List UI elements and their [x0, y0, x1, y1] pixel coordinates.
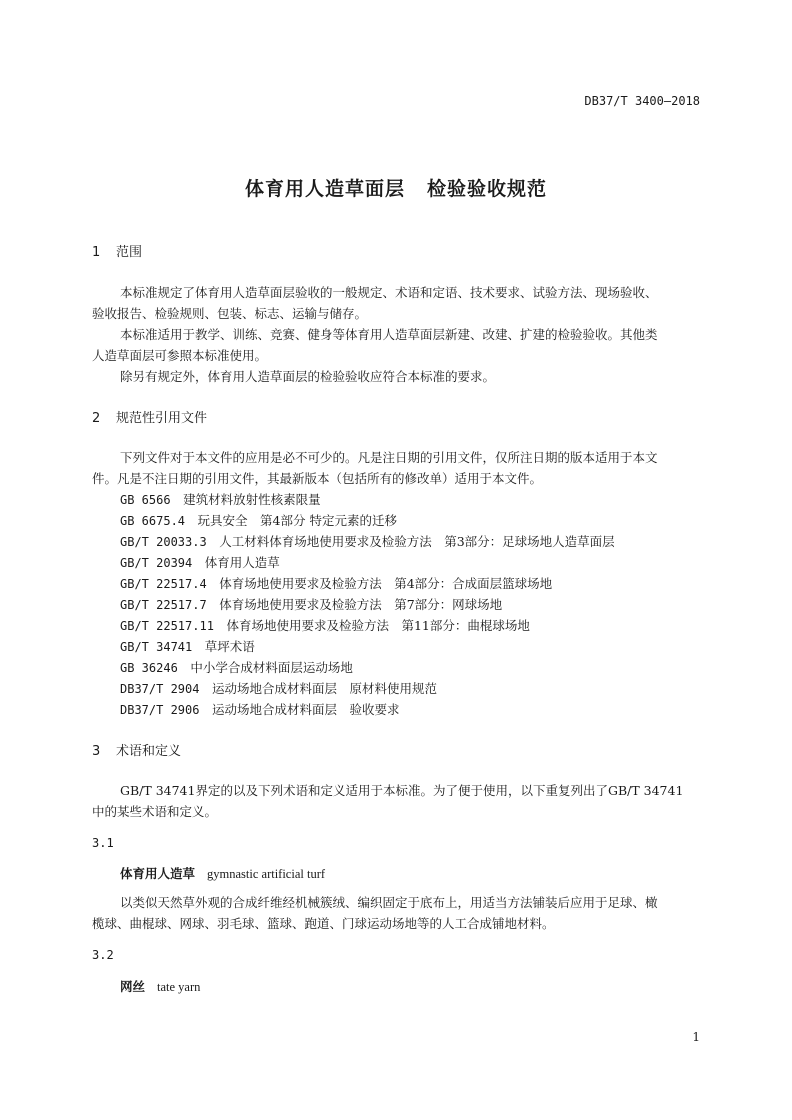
- page-number: 1: [692, 1030, 700, 1044]
- term-3-1-number: 3.1: [92, 836, 114, 850]
- reference-code: DB37/T 2904: [120, 682, 200, 696]
- section-1-para-2-line-2: 人造草面层可参照本标准使用。: [92, 348, 268, 363]
- reference-item: [120, 679, 437, 697]
- term-3-2-heading: [120, 977, 200, 995]
- section-1-title: 范围: [116, 245, 143, 260]
- reference-item: [120, 574, 552, 592]
- reference-title: 建筑材料放射性核素限量: [183, 492, 321, 507]
- section-2-intro-line-2: 件。凡是不注日期的引用文件，其最新版本（包括所有的修改单）适用于本文件。: [92, 471, 543, 486]
- section-2-intro-line-1: 下列文件对于本文件的应用是必不可少的。凡是注日期的引用文件，仅所注日期的版本适用于本文: [120, 450, 658, 465]
- reference-code: GB/T 20394: [120, 556, 193, 570]
- section-3-intro-line-1: GB/T 34741界定的以及下列术语和定义适用于本标准。为了便于使用，以下重复列出了GB/T 34741: [120, 783, 684, 798]
- reference-item: [120, 658, 353, 676]
- section-2-title: 规范性引用文件: [116, 411, 208, 426]
- reference-title: 人工材料体育场地使用要求及检验方法 第3部分：足球场地人造草面层: [219, 534, 615, 549]
- reference-item: [120, 553, 280, 571]
- term-3-2-en: tate yarn: [157, 980, 201, 994]
- section-1-para-1-line-1: 本标准规定了体育用人造草面层验收的一般规定、术语和定语、技术要求、试验方法、现场验收、: [120, 285, 658, 300]
- reference-code: GB/T 22517.4: [120, 577, 207, 591]
- reference-item: [120, 532, 615, 550]
- section-1-para-3: 除另有规定外，体育用人造草面层的检验验收应符合本标准的要求。: [120, 369, 496, 384]
- term-3-2-zh: 网丝: [120, 979, 146, 994]
- reference-title: 运动场地合成材料面层 原材料使用规范: [212, 681, 438, 696]
- term-3-1-definition-line-1: 以类似天然草外观的合成纤维经机械簇绒、编织固定于底布上，用适当方法铺装后应用于足球、橄: [120, 895, 658, 910]
- section-1-para-2-line-1: 本标准适用于教学、训练、竞赛、健身等体育用人造草面层新建、改建、扩建的检验验收。其他类: [120, 327, 658, 342]
- section-3-intro-line-2: 中的某些术语和定义。: [92, 804, 218, 819]
- reference-item: [120, 616, 530, 634]
- reference-title: 体育用人造草: [204, 555, 280, 570]
- term-3-1-definition-line-2: 榄球、曲棍球、网球、羽毛球、篮球、跑道、门球运动场地等的人工合成铺地材料。: [92, 916, 555, 931]
- title-part-2: 检验验收规范: [427, 178, 548, 200]
- section-2-number: 2: [92, 411, 101, 426]
- term-3-1-zh: 体育用人造草: [120, 866, 196, 881]
- term-3-1-heading: [120, 864, 325, 882]
- section-1-para-1-line-2: 验收报告、检验规则、包装、标志、运输与储存。: [92, 306, 368, 321]
- reference-item: [120, 511, 397, 529]
- reference-code: GB 6675.4: [120, 514, 186, 528]
- section-1-heading: [92, 241, 142, 260]
- document-title: [0, 174, 792, 201]
- section-3-heading: [92, 740, 181, 759]
- section-2-heading: [92, 407, 207, 426]
- reference-title: 体育场地使用要求及检验方法 第4部分：合成面层篮球场地: [219, 576, 553, 591]
- section-3-title: 术语和定义: [116, 744, 182, 759]
- reference-code: GB 36246: [120, 661, 178, 675]
- reference-title: 玩具安全 第4部分 特定元素的迁移: [197, 513, 397, 528]
- reference-item: [120, 595, 502, 613]
- reference-title: 运动场地合成材料面层 验收要求: [212, 702, 400, 717]
- term-3-2-number: 3.2: [92, 948, 114, 962]
- reference-item: [120, 700, 400, 718]
- reference-code: GB/T 20033.3: [120, 535, 207, 549]
- term-3-1-en: gymnastic artificial turf: [207, 867, 326, 881]
- reference-code: GB/T 22517.11: [120, 619, 214, 633]
- reference-title: 中小学合成材料面层运动场地: [190, 660, 353, 675]
- reference-code: GB/T 34741: [120, 640, 193, 654]
- reference-item: [120, 637, 255, 655]
- section-3-number: 3: [92, 744, 101, 759]
- reference-code: GB 6566: [120, 493, 171, 507]
- reference-item: [120, 490, 321, 508]
- reference-title: 体育场地使用要求及检验方法 第11部分：曲棍球场地: [226, 618, 530, 633]
- title-part-1: 体育用人造草面层: [244, 178, 405, 200]
- reference-code: GB/T 22517.7: [120, 598, 207, 612]
- reference-title: 体育场地使用要求及检验方法 第7部分：网球场地: [219, 597, 503, 612]
- section-1-number: 1: [92, 245, 101, 260]
- standard-code: DB37/T 3400—2018: [584, 94, 700, 108]
- reference-title: 草坪术语: [204, 639, 255, 654]
- reference-code: DB37/T 2906: [120, 703, 200, 717]
